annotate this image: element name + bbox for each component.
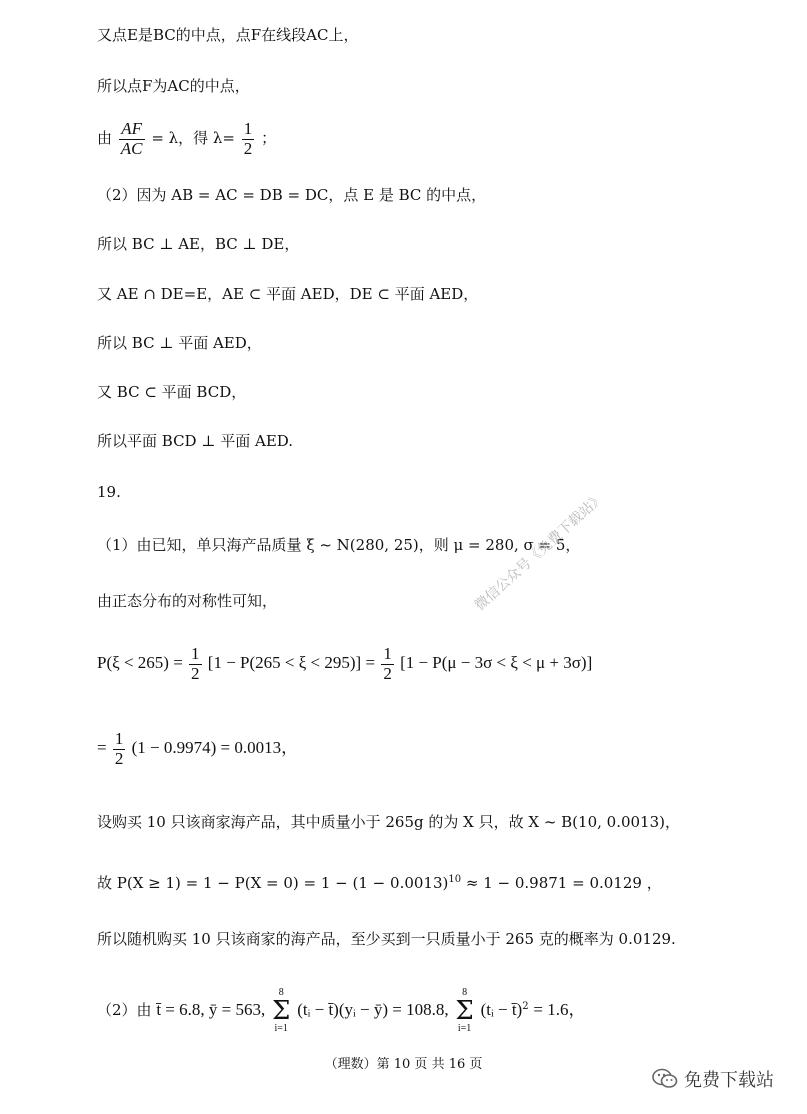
wechat-icon [652,1068,678,1090]
text: P(ξ < 265) = [97,653,183,673]
sum-upper: 8 [462,987,468,998]
text: ； [261,129,277,148]
line-1: 又点E是BC的中点，点F在线段AC上， [97,26,359,44]
numerator: 1 [114,729,124,748]
line-9: 所以平面 BCD ⊥ 平面 AED. [97,432,294,450]
line-8: 又 BC ⊂ 平面 BCD， [97,383,247,401]
line-12: 由正态分布的对称性可知， [97,592,278,610]
numerator: 1 [191,644,200,663]
numerator: 1 [243,119,253,138]
line-17: 所以随机购买 10 只该商家的海产品，至少买到一只质量小于 265 克的概率为 0.0129. [97,930,676,948]
line-18 [97,988,585,1034]
line-7: 所以 BC ⊥ 平面 AED， [97,334,262,352]
line-14 [97,730,298,768]
line-6: 又 AE ∩ DE=E，AE ⊂ 平面 AED，DE ⊂ 平面 AED， [97,285,479,303]
denominator: 2 [114,748,124,768]
problem-number: 19. [97,483,121,501]
text: 故 P(X ≥ 1) = 1 − P(X = 0) = 1 − (1 − 0.0013) [97,874,449,892]
sigma-icon: Σ [272,996,291,1026]
text: = 1.6， [533,1000,586,1019]
sum-lower: i=1 [274,1023,288,1034]
text: 由 [97,129,113,148]
text: ≈ 1 − 0.9871 = 0.0129 ， [465,874,662,892]
text: t̄ = 6.8, ȳ = 563, [156,1000,266,1019]
line-11: （1）由已知，单只海产品质量 ξ ~ N(280, 25)，则 μ = 280, σ = 5， [97,536,581,554]
logo-text: 免费下载站 [684,1070,774,1091]
fraction-half [113,730,126,768]
text: = [97,738,107,758]
logo [652,1066,774,1092]
line-5: 所以 BC ⊥ AE，BC ⊥ DE， [97,235,300,253]
page-footer: （理数）第 10 页 共 16 页 [324,1057,483,1072]
summation [455,988,473,1034]
text: (1 − 0.9974) = 0.0013， [131,738,299,758]
text: = λ，得 λ= [151,129,235,148]
line-3 [97,120,276,158]
fraction-af-ac [119,120,145,158]
fraction-half [189,645,202,683]
denominator: AC [120,138,143,158]
summation [272,988,290,1034]
numerator: AF [119,120,145,140]
line-16 [97,874,662,892]
line-2: 所以点F为AC的中点， [97,77,250,95]
sum-upper: 8 [278,987,284,998]
text: [1 − P(μ − 3σ < ξ < μ + 3σ)] [400,653,593,673]
exponent: 2 [522,1001,529,1012]
text: (tᵢ − t̄) [480,1000,523,1019]
line-13 [97,645,592,683]
text: （2）由 [97,1001,152,1019]
denominator: 2 [191,663,200,683]
line-15: 设购买 10 只该商家海产品，其中质量小于 265g 的为 X 只，故 X ~ B(10, 0.0013)， [97,813,680,831]
denominator: 2 [243,138,253,158]
watermark: 微信公众号《免费下载站》 [472,489,608,615]
exponent: 10 [448,874,462,885]
denominator: 2 [383,663,392,683]
text: (tᵢ − t̄)(yᵢ − ȳ) = 108.8, [297,1000,449,1019]
line-4: （2）因为 AB = AC = DB = DC，点 E 是 BC 的中点， [97,186,487,204]
fraction-half [381,645,394,683]
text: [1 − P(265 < ξ < 295)] = [207,653,376,673]
fraction-half [242,120,255,158]
sigma-icon: Σ [455,996,474,1026]
numerator: 1 [383,644,392,663]
sum-lower: i=1 [457,1023,472,1034]
